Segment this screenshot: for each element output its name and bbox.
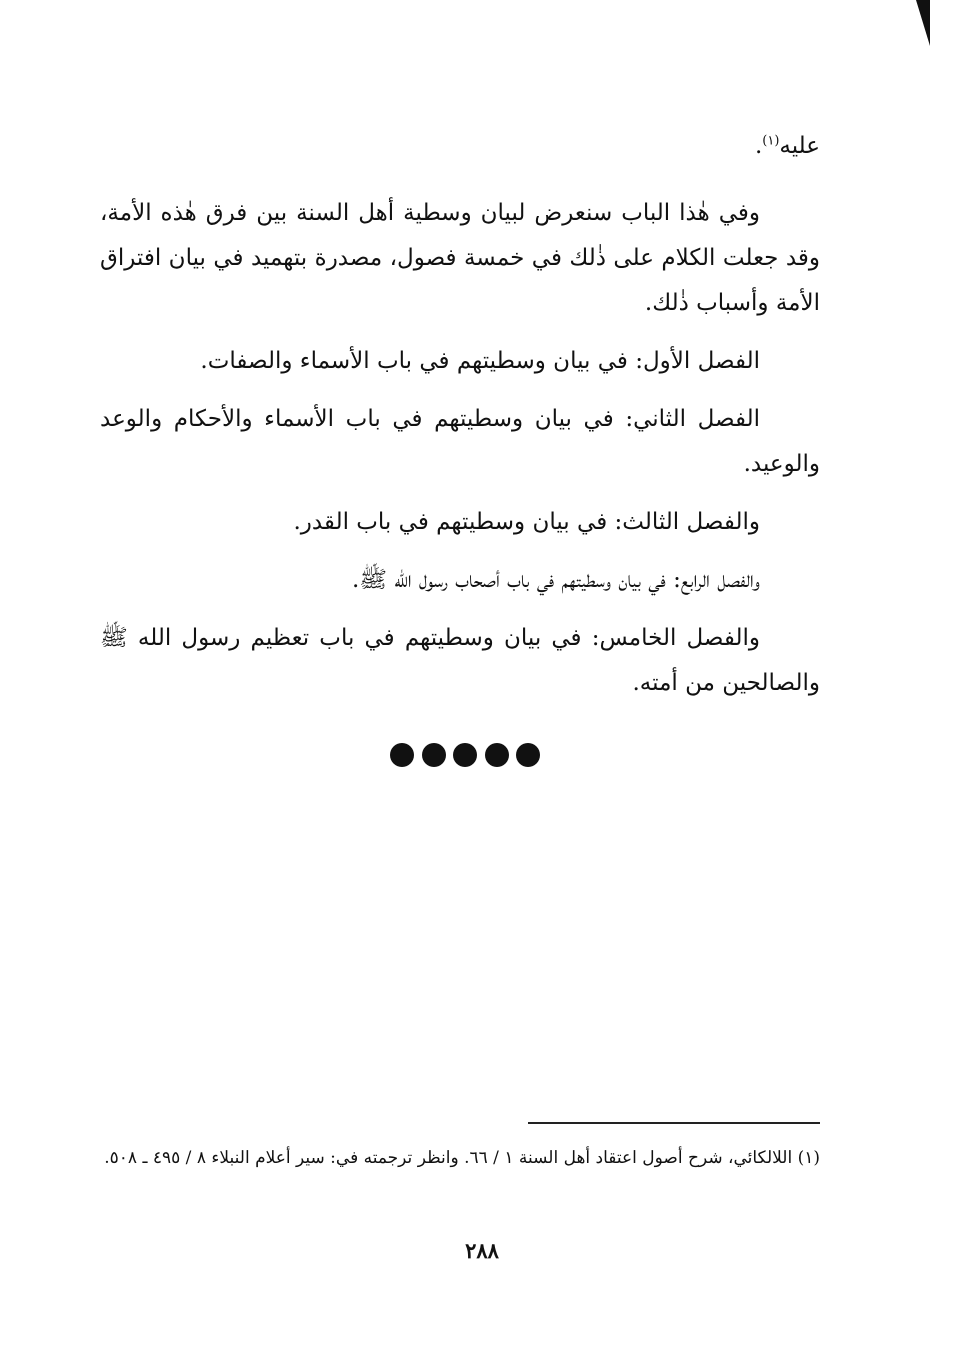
- separator-dot: [516, 743, 540, 767]
- chapter-1-paragraph: الفصل الأول: في بيان وسطيتهم في باب الأسماء والصفات.: [200, 348, 760, 374]
- separator-dot: [453, 743, 477, 767]
- opening-text: عليه: [779, 133, 820, 159]
- opening-line: [100, 124, 820, 169]
- chapter-2-paragraph: الفصل الثاني: في بيان وسطيتهم في باب الأسماء والأحكام والوعد والوعيد.: [100, 406, 820, 477]
- main-text: [100, 124, 820, 719]
- footnote-reference: (١): [762, 133, 780, 149]
- separator-dot: [390, 743, 414, 767]
- intro-paragraph: وفي هٰذا الباب سنعرض لبيان وسطية أهل السنة بين فرق هٰذه الأمة، وقد جعلت الكلام على ذٰلك في خمسة فصول، مصدرة بتهميد في بيان افتراق الأمة وأسباب ذٰلك.: [100, 200, 820, 316]
- footnote-divider: [528, 1122, 820, 1124]
- section-separator: [390, 743, 540, 767]
- page-number: ٢٨٨: [465, 1238, 499, 1263]
- opening-end: .: [754, 133, 763, 159]
- footnote-text: (١) اللالكائي، شرح أصول اعتقاد أهل السنة ١ / ٦٦. وانظر ترجمته في: سير أعلام النبلاء ٨ / ٤٩٥ ـ ٥٠٨.: [104, 1148, 820, 1168]
- chapter-4-paragraph: والفصل الرابع: في بيان وسطيتهم في باب أصحاب رسول الله ﷺ.: [352, 567, 760, 593]
- separator-dot: [485, 743, 509, 767]
- separator-dot: [422, 743, 446, 767]
- chapter-3-paragraph: والفصل الثالث: في بيان وسطيتهم في باب القدر.: [293, 509, 760, 535]
- page-corner-mark: [916, 0, 930, 46]
- chapter-5-paragraph: والفصل الخامس: في بيان وسطيتهم في باب تعظيم رسول الله ﷺ والصالحين من أمته.: [100, 625, 820, 696]
